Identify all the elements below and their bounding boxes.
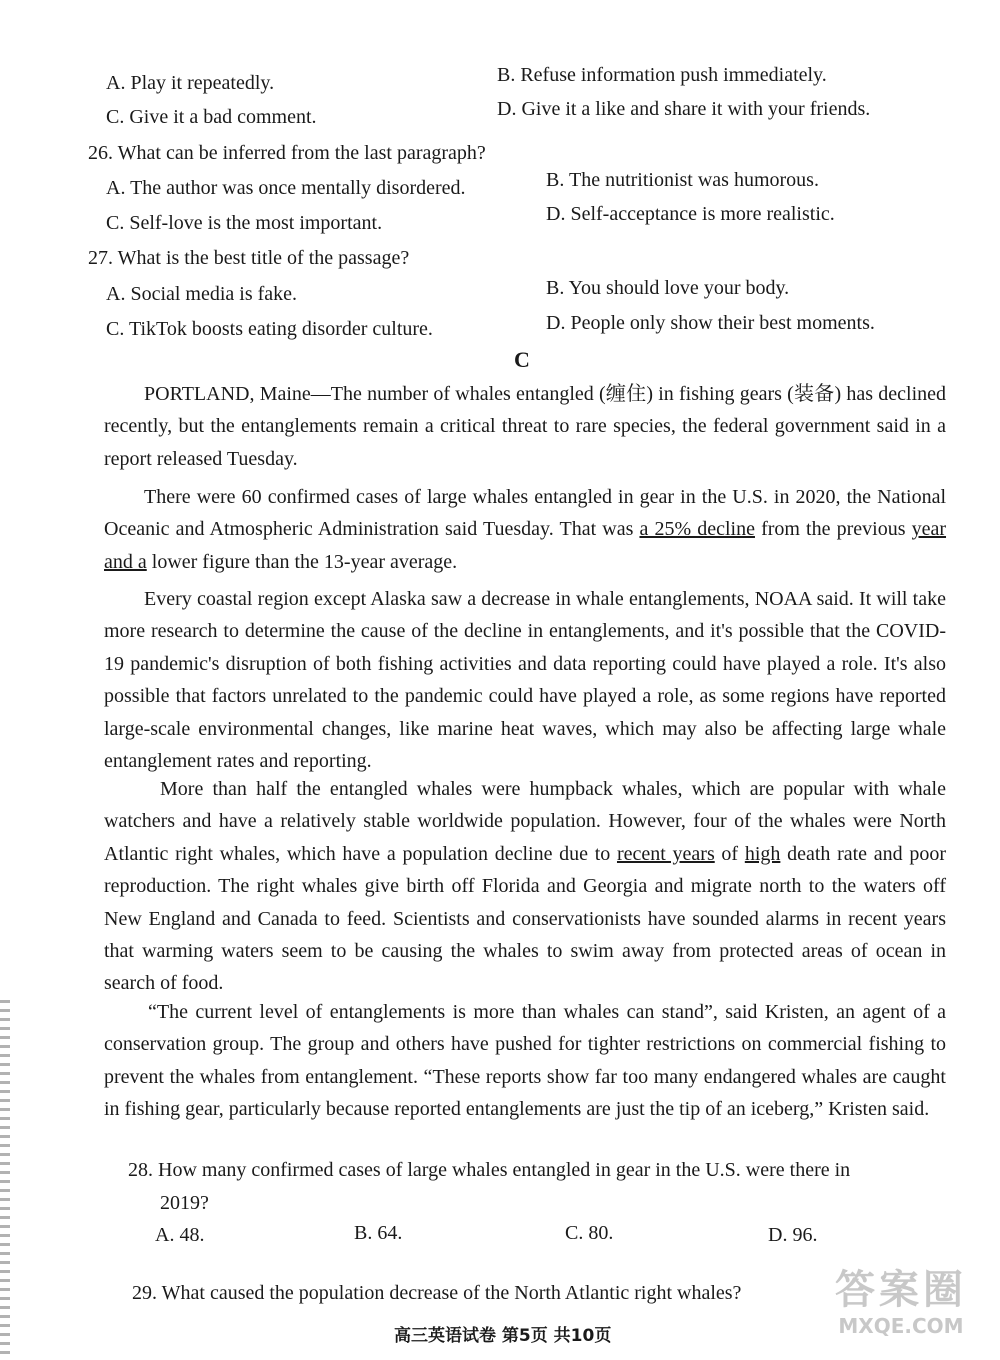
underlined-phrase-recent-years: recent years	[616, 842, 715, 865]
passage-paragraph-4	[104, 773, 946, 1000]
underlined-phrase-decline: a 25% decline	[639, 518, 755, 541]
q25-option-c: C. Give it a bad comment.	[106, 106, 317, 128]
watermark-logo	[816, 1266, 986, 1346]
watermark-text-small: MXQE.COM	[838, 1314, 964, 1338]
q27-option-c: C. TikTok boosts eating disorder culture.	[106, 318, 433, 340]
section-heading: C	[514, 347, 530, 372]
q25-option-b: B. Refuse information push immediately.	[497, 64, 827, 86]
q26-option-d: D. Self-acceptance is more realistic.	[546, 203, 835, 225]
q28-option-a: A. 48.	[155, 1224, 205, 1246]
paragraph-2-text-a: There were 60 confirmed cases of large whales entangled in gear in the U.S. in 2020, the National Oceanic and Atmospheric Administration said Tuesday. That was	[104, 486, 946, 541]
q26-stem: 26. What can be inferred from the last paragraph?	[88, 142, 486, 164]
paragraph-2-text-b: from the previous	[754, 518, 912, 541]
q28-stem-line-1: 28. How many confirmed cases of large whales entangled in gear in the U.S. were there in	[128, 1159, 851, 1181]
watermark-text-large: 答案圈	[835, 1267, 967, 1313]
q26-option-c: C. Self-love is the most important.	[106, 212, 383, 234]
page-footer: 高三英语试卷 第5页 共10页	[394, 1326, 612, 1346]
paragraph-4-text-c: death rate and poor reproduction. The right whales give birth off Florida and Georgia and migrate north to the waters off New England and Canada to feed. Scientists and conservationists have sounded alarms in recent years that warming waters seem to be causing the whales to swim away from protected areas of ocean in search of food.	[104, 842, 946, 995]
passage-paragraph-2	[104, 481, 946, 578]
passage-paragraph-1: PORTLAND, Maine—The number of whales entangled (缠住) in fishing gears (装备) has declined recently, but the entanglements remain a critical threat to rare species, the federal government said in a report released Tuesday.	[104, 383, 946, 470]
underlined-phrase-high: high	[744, 842, 781, 865]
q28-option-c: C. 80.	[565, 1222, 614, 1244]
q25-option-d: D. Give it a like and share it with your friends.	[497, 98, 871, 120]
q26-option-a: A. The author was once mentally disordered.	[106, 177, 466, 199]
q27-option-b: B. You should love your body.	[546, 277, 790, 299]
paragraph-4-text-b: of	[714, 842, 745, 865]
passage-paragraph-3: Every coastal region except Alaska saw a decrease in whale entanglements, NOAA said. It will take more research to determine the cause of the decline in entanglements, and it's possible that the COVID-19 pandemic's disruption of both fishing activities and data reporting could have played a role. It's also possible that factors unrelated to the pandemic could have played a role, as some regions have reported large-scale environmental changes, like marine heat waves, which may also be affecting large whale entanglement rates and reporting.	[104, 588, 946, 773]
q28-option-b: B. 64.	[354, 1222, 403, 1244]
q28-stem-line-2: 2019?	[160, 1192, 209, 1214]
q27-option-d: D. People only show their best moments.	[546, 312, 875, 334]
underlined-phrase-year: year and a	[104, 518, 947, 573]
q25-option-a: A. Play it repeatedly.	[106, 72, 275, 94]
paragraph-4-text-a: More than half the entangled whales were humpback whales, which are popular with whale watchers and have a relatively stable worldwide population. However, four of the whales were North Atlantic right whales, which have a population decline due to	[104, 778, 946, 865]
q27-stem: 27. What is the best title of the passage?	[88, 247, 410, 269]
q29-stem: 29. What caused the population decrease of the North Atlantic right whales?	[132, 1282, 742, 1304]
scan-edge-artifact	[0, 1000, 10, 1360]
paragraph-2-text-c: lower figure than the 13-year average.	[146, 550, 458, 573]
q27-option-a: A. Social media is fake.	[106, 283, 298, 305]
passage-paragraph-5: “The current level of entanglements is more than whales can stand”, said Kristen, an agent of a conservation group. The group and others have pushed for tighter restrictions on commercial fishing to prevent the whales from entanglement. “These reports show far too many endangered whales are caught in fishing gear, particularly because reported entanglements are just the tip of an iceberg,” Kristen said.	[104, 1001, 946, 1121]
q26-option-b: B. The nutritionist was humorous.	[546, 169, 819, 191]
q28-option-d: D. 96.	[768, 1224, 818, 1246]
